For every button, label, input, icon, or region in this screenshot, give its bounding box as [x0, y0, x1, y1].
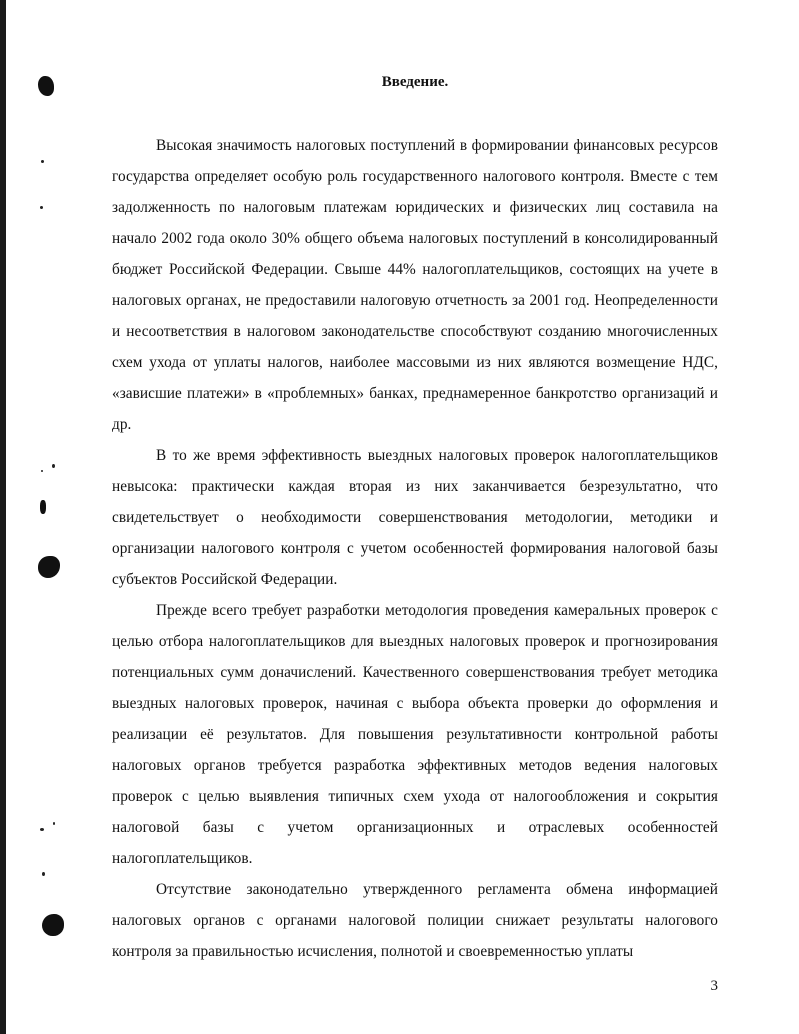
scan-blot — [38, 556, 60, 578]
scan-speck — [41, 160, 44, 163]
paragraph: Прежде всего требует разработки методология проведения камеральных проверок с целью отбора налогоплательщиков для выездных налоговых проверок и прогнозирования потенциальных сумм доначислений. Качественного совершенствования требует методика выездных налоговых проверок, начиная с выбора объекта проверки до оформления и реализации её результатов. Для повышения результативности контрольной работы налоговых органов требуется разработка эффективных методов ведения налоговых проверок с целью выявления типичных схем ухода от налогообложения и сокрытия налоговой базы с учетом организационных и отраслевых особенностей налогоплательщиков. — [112, 602, 718, 867]
paragraph: Высокая значимость налоговых поступлений в формировании финансовых ресурсов государства определяет особую роль государственного налогового контроля. Вместе с тем задолженность по налоговым платежам юридических и физических лиц составила на начало 2002 года около 30% общего объема налоговых поступлений в консолидированный бюджет Российской Федерации. Свыше 44% налогоплательщиков, состоящих на учете в налоговых органах, не предоставили налоговую отчетность за 2001 год. Неопределенности и несоответствия в налоговом законодательстве способствуют созданию многочисленных схем ухода от уплаты налогов, наиболее массовыми из них являются возмещение НДС, «зависшие платежи» в «проблемных» банках, преднамеренное банкротство организаций и др. — [112, 137, 718, 433]
document-title: Введение. — [381, 74, 449, 90]
scan-speck — [42, 872, 45, 876]
scan-blot — [40, 500, 46, 514]
paragraph: Отсутствие законодательно утвержденного регламента обмена информацией налоговых органов с органами налоговой полиции снижает результаты налогового контроля за правильностью исчисления, полнотой и своевременностью уплаты — [112, 881, 718, 960]
scan-speck — [40, 206, 43, 209]
page-number: 3 — [710, 978, 718, 994]
document-page — [112, 0, 718, 1034]
scan-blot — [42, 914, 64, 936]
scan-speck — [53, 822, 55, 825]
document-body — [112, 130, 718, 967]
scan-blot — [38, 76, 54, 96]
scan-speck — [40, 828, 44, 831]
paragraph: В то же время эффективность выездных налоговых проверок налогоплательщиков невысока: практически каждая вторая из них заканчивается безрезультатно, что свидетельствует о необходимости совершенствования методологии, методики и организации налогового контроля с учетом особенностей формирования налоговой базы субъектов Российской Федерации. — [112, 447, 718, 588]
scan-speck — [41, 470, 43, 472]
scan-speck — [52, 464, 55, 468]
scan-edge-border — [0, 0, 6, 1034]
